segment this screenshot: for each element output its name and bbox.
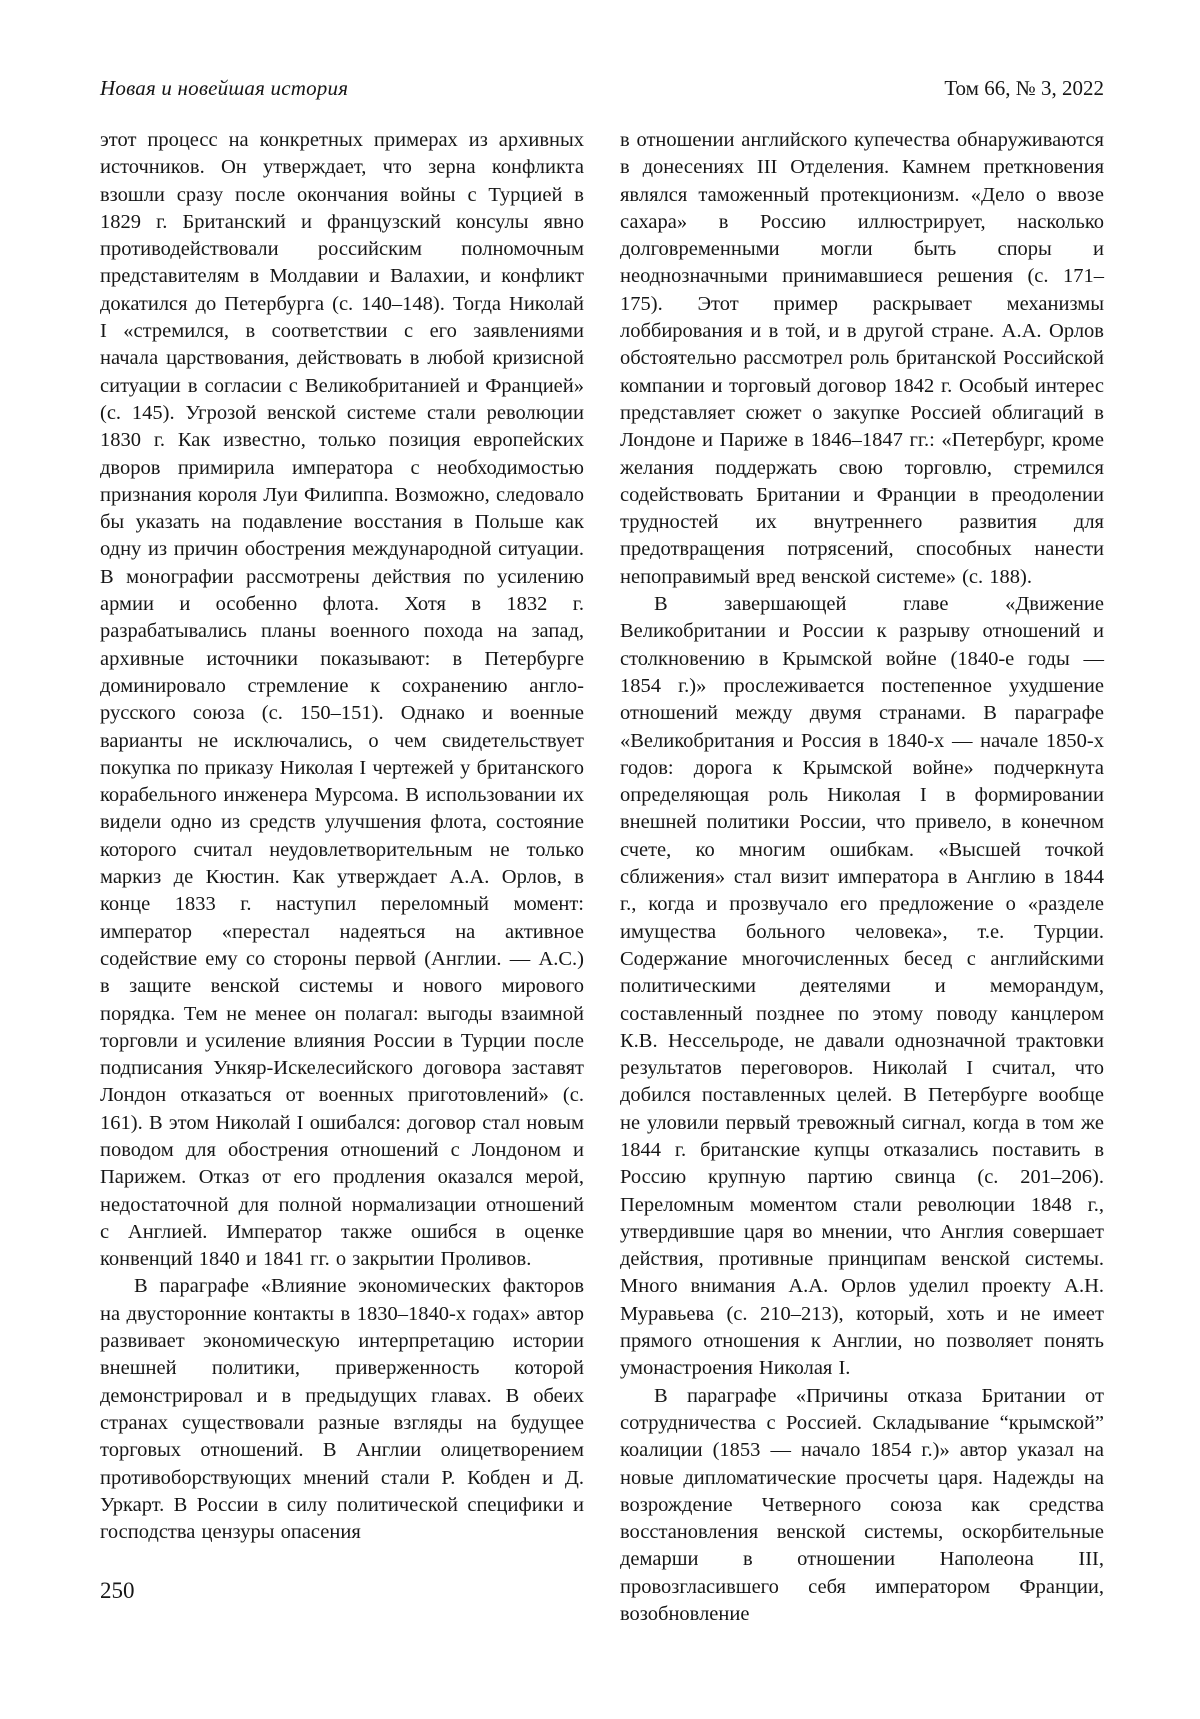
page-footer bbox=[100, 1578, 135, 1604]
text-columns bbox=[100, 127, 1104, 1628]
issue-info: Том 66, № 3, 2022 bbox=[944, 76, 1104, 100]
paragraph: этот процесс на конкретных примерах из архивных источников. Он утверждает, что зерна конфликта взошли сразу после окончания войны с Турцией в 1829 г. Британский и французский консулы явно противодействовали российским полномочным представителям в Молдавии и Валахии, и конфликт докатился до Петербурга (с. 140–148). Тогда Николай I «стремился, в соответствии с его заявлениями начала царствования, действовать в любой кризисной ситуации в согласии с Великобританией и Францией» (с. 145). Угрозой венской системе стали революции 1830 г. Как известно, только позиция европейских дворов примирила императора с необходимостью признания короля Луи Филиппа. Возможно, следовало бы указать на подавление восстания в Польше как одну из причин обострения международной ситуации. В монографии рассмотрены действия по усилению армии и особенно флота. Хотя в 1832 г. разрабатывались планы военного похода на запад, архивные источники показывают: в Петербурге доминировало стремление к сохранению англо-русского союза (с. 150–151). Однако и военные варианты не исключались, о чем свидетельствует покупка по приказу Николая I чертежей у британского корабельного инженера Мурсома. В использовании их видели одно из средств улучшения флота, состояние которого считал неудовлетворительным не только маркиз де Кюстин. Как утверждает А.А. Орлов, в конце 1833 г. наступил переломный момент: император «перестал надеяться на активное содействие ему со стороны первой (Англии. — А.С.) в защите венской системы и нового мирового порядка. Тем не менее он полагал: выгоды взаимной торговли и усиление влияния России в Турции после подписания Ункяр-Искелесийского договора заставят Лондон отказаться от военных приготовлений» (с. 161). В этом Николай I ошибался: договор стал новым поводом для обострения отношений с Лондоном и Парижем. Отказ от его продления оказался мерой, недостаточной для полной нормализации отношений с Англией. Император также ошибся в оценке конвенций 1840 и 1841 гг. о закрытии Проливов. bbox=[100, 129, 584, 1271]
left-column bbox=[100, 127, 584, 1628]
paragraph: в отношении английского купечества обнаруживаются в донесениях III Отделения. Камнем преткновения являлся таможенный протекционизм. «Дело о ввозе сахара» в Россию иллюстрирует, насколько долговременными могли быть споры и неоднозначными принимавшиеся решения (с. 171–175). Этот пример раскрывает механизмы лоббирования и в той, и в другой стране. А.А. Орлов обстоятельно рассмотрел роль британской Российской компании и торговый договор 1842 г. Особый интерес представляет сюжет о закупке Россией облигаций в Лондоне и Париже в 1846–1847 гг.: «Петербург, кроме желания поддержать свою торговлю, стремился содействовать Британии и Франции в преодолении трудностей их внутреннего развития для предотвращения потрясений, способных нанести непоправимый вред венской системе» (с. 188). bbox=[620, 129, 1104, 588]
paragraph: В завершающей главе «Движение Великобритании и России к разрыву отношений и столкновению в Крымской войне (1840-е годы — 1854 г.)» прослеживается постепенное ухудшение отношений между двумя странами. В параграфе «Великобритания и Россия в 1840-х — начале 1850-х годов: дорога к Крымской войне» подчеркнута определяющая роль Николая I в формировании внешней политики России, что привело, в конечном счете, ко многим ошибкам. «Высшей точкой сближения» стал визит императора в Англию в 1844 г., когда и прозвучало его предложение о «разделе имущества больного человека», т.е. Турции. Содержание многочисленных бесед с английскими политическими деятелями и меморандум, составленный позднее по этому поводу канцлером К.В. Нессельроде, не давали однозначной трактовки результатов переговоров. Николай I считал, что добился поставленных целей. В Петербурге вообще не уловили первый тревожный сигнал, когда в том же 1844 г. британские купцы отказались поставить в Россию крупную партию свинца (с. 201–206). Переломным моментом стали революции 1848 г., утвердившие царя во мнении, что Англия совершает действия, противные принципам венской системы. Много внимания А.А. Орлов уделил проекту А.Н. Муравьева (с. 210–213), который, хоть и не имеет прямого отношения к Англии, но позволяет понять умонастроения Николая I. bbox=[620, 593, 1104, 1380]
page-header bbox=[100, 76, 1104, 101]
page-number: 250 bbox=[100, 1578, 135, 1603]
right-column bbox=[620, 127, 1104, 1628]
journal-title: Новая и новейшая история bbox=[100, 76, 349, 100]
paragraph: В параграфе «Причины отказа Британии от сотрудничества с Россией. Складывание “крымской” коалиции (1853 — начало 1854 г.)» автор указал на новые дипломатические просчеты царя. Надежды на возрождение Четверного союза как средства восстановления венской системы, оскорбительные демарши в отношении Наполеона III, провозгласившего себя императором Франции, возобновление bbox=[620, 1384, 1104, 1626]
paragraph: В параграфе «Влияние экономических факторов на двусторонние контакты в 1830–1840-х годах» автор развивает экономическую интерпретацию истории внешней политики, приверженность которой демонстрировал и в предыдущих главах. В обеих странах существовали разные взгляды на будущее торговых отношений. В Англии олицетворением противоборствующих мнений стали Р. Кобден и Д. Уркарт. В России в силу политической специфики и господства цензуры опасения bbox=[100, 1275, 584, 1544]
